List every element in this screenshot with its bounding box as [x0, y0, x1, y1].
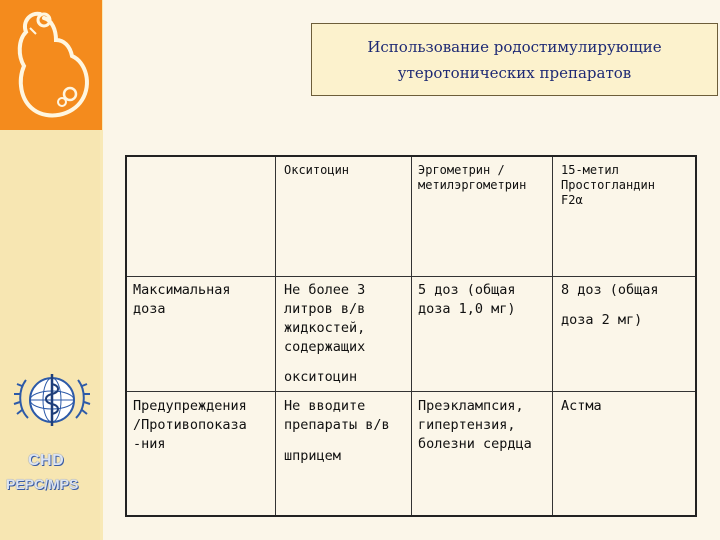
cell-line: 8 доз (общая [561, 282, 659, 298]
cell-line: шприцем [284, 448, 341, 464]
header-prostaglandin-line: 15-метил [561, 163, 619, 177]
table-divider [127, 391, 695, 392]
uterotonic-table [125, 155, 697, 517]
cell-oxytocin-dose-cont: окситоцин [284, 369, 358, 385]
title-line-1: Использование родостимулирующие [367, 38, 662, 56]
header-ergometrine [418, 163, 526, 193]
cell-oxytocin-dose [284, 281, 365, 357]
cell-line: жидкостей, [284, 320, 366, 336]
who-emblem-icon [8, 366, 96, 436]
row-label-line: -ния [133, 436, 166, 452]
header-prostaglandin [561, 163, 655, 208]
who-logo [8, 366, 96, 440]
cell-line: доза 2 мг) [561, 312, 643, 328]
cell-line: Преэклампсия, [418, 398, 524, 414]
chd-logo-text: CHD [28, 452, 65, 469]
header-ergometrine-line: метилэргометрин [418, 178, 527, 192]
cell-line: Не более 3 [284, 282, 366, 298]
row-label-line: /Противопоказа [133, 417, 247, 433]
table-divider [127, 276, 695, 277]
row-label-line: доза [133, 301, 166, 317]
table-divider [552, 157, 553, 515]
cell-line: содержащих [284, 339, 366, 355]
cell-line: гипертензия, [418, 417, 516, 433]
cell-ergometrine-warning [418, 397, 532, 454]
pregnant-woman-logo [0, 0, 102, 130]
header-ergometrine-line: Эргометрин / [418, 163, 505, 177]
header-prostaglandin-line: F2α [561, 193, 583, 207]
table-divider [411, 157, 412, 515]
cell-line: доза 1,0 мг) [418, 301, 516, 317]
row-label-warnings [133, 397, 247, 454]
cell-line: Не вводите [284, 398, 366, 414]
cell-line: 5 доз (общая [418, 282, 516, 298]
pregnant-woman-icon [0, 0, 102, 130]
cell-prostaglandin-dose [561, 281, 659, 330]
title-line-2: утеротонических препаратов [397, 64, 632, 82]
cell-prostaglandin-warning: Астма [561, 398, 602, 414]
row-label-line: Максимальная [133, 282, 231, 298]
table-divider [275, 157, 276, 515]
cell-line: болезни сердца [418, 436, 532, 452]
row-label-max-dose [133, 281, 231, 319]
title-banner [311, 23, 718, 96]
header-prostaglandin-line: Простогландин [561, 178, 655, 192]
header-oxytocin: Окситоцин [284, 163, 350, 177]
cell-line: литров в/в [284, 301, 366, 317]
cell-oxytocin-warning [284, 397, 390, 466]
pepc-mps-logo-text: PEPC/MPS [6, 476, 79, 492]
cell-ergometrine-dose [418, 281, 516, 319]
row-label-line: Предупреждения [133, 398, 247, 414]
cell-line: препараты в/в [284, 417, 390, 433]
